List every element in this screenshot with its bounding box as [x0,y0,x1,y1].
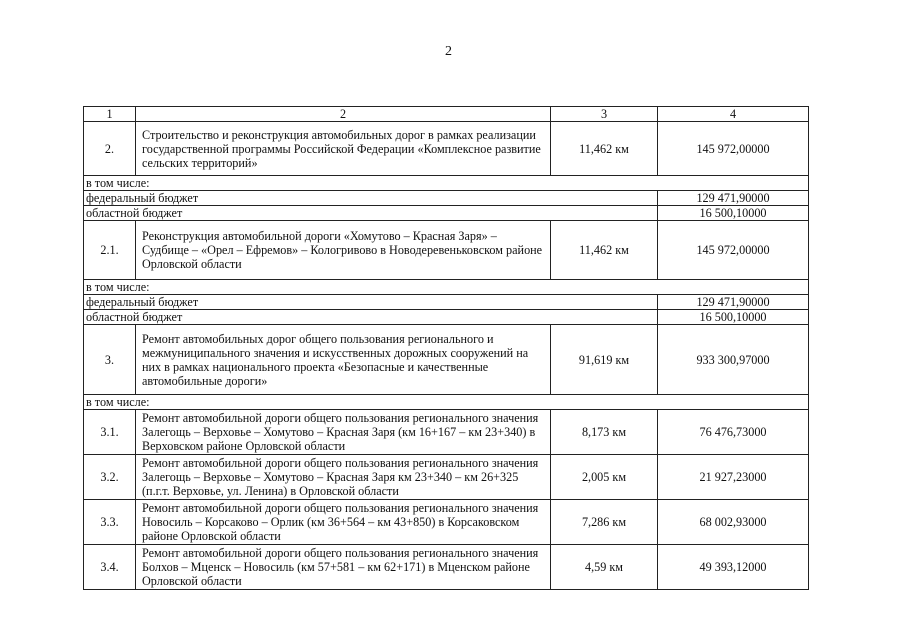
subtotal-header-row [84,176,809,191]
funding-row [84,295,809,310]
table-row [84,455,809,500]
funding-amount: 16 500,10000 [658,206,809,221]
funding-amount: 16 500,10000 [658,310,809,325]
row-description: Ремонт автомобильных дорог общего пользования регионального и межмуниципального значения и искусственных дорожных сооружений на них в рамках национального проекта «Безопасные и качественные автомобильные дороги» [136,325,551,395]
funding-row [84,310,809,325]
row-amount: 49 393,12000 [658,545,809,590]
column-header: 2 [136,107,551,122]
row-number: 2. [84,122,136,176]
column-header: 1 [84,107,136,122]
column-header: 4 [658,107,809,122]
row-number: 2.1. [84,221,136,280]
row-length: 11,462 км [551,122,658,176]
row-number: 3.1. [84,410,136,455]
row-description: Строительство и реконструкция автомобильных дорог в рамках реализации государственной программы Российской Федерации «Комплексное развитие сельских территорий» [136,122,551,176]
row-length: 7,286 км [551,500,658,545]
row-amount: 933 300,97000 [658,325,809,395]
row-description: Ремонт автомобильной дороги общего пользования регионального значения Болхов – Мценск – Новосиль (км 57+581 – км 62+171) в Мценском районе Орловской области [136,545,551,590]
row-amount: 21 927,23000 [658,455,809,500]
road-program-table [83,106,809,590]
column-header: 3 [551,107,658,122]
funding-label: областной бюджет [84,310,658,325]
row-description: Ремонт автомобильной дороги общего пользования регионального значения Залегощь – Верховье – Хомутово – Красная Заря км 23+340 – км 26+325 (п.г.т. Верховье, ул. Ленина) в Орловской области [136,455,551,500]
row-length: 4,59 км [551,545,658,590]
row-number: 3.2. [84,455,136,500]
row-length: 8,173 км [551,410,658,455]
row-number: 3.4. [84,545,136,590]
row-number: 3. [84,325,136,395]
row-amount: 145 972,00000 [658,122,809,176]
row-length: 11,462 км [551,221,658,280]
table-row [84,122,809,176]
row-length: 91,619 км [551,325,658,395]
row-length: 2,005 км [551,455,658,500]
table-row [84,545,809,590]
funding-label: федеральный бюджет [84,295,658,310]
page-number: 2 [445,44,452,59]
row-description: Ремонт автомобильной дороги общего пользования регионального значения Новосиль – Корсаково – Орлик (км 36+564 – км 43+850) в Корсаковском районе Орловской области [136,500,551,545]
table-row [84,410,809,455]
row-amount: 68 002,93000 [658,500,809,545]
funding-amount: 129 471,90000 [658,295,809,310]
subtotal-header-row [84,280,809,295]
row-amount: 145 972,00000 [658,221,809,280]
funding-row [84,206,809,221]
subtotal-header-row [84,395,809,410]
funding-label: федеральный бюджет [84,191,658,206]
funding-row [84,191,809,206]
row-amount: 76 476,73000 [658,410,809,455]
subtotal-label: в том числе: [84,280,809,295]
table-header-row [84,107,809,122]
row-description: Реконструкция автомобильной дороги «Хомутово – Красная Заря» – Судбище – «Орел – Ефремов» – Кологривово в Новодеревеньковском районе Орловской области [136,221,551,280]
row-description: Ремонт автомобильной дороги общего пользования регионального значения Залегощь – Верховье – Хомутово – Красная Заря (км 16+167 – км 23+340) в Верховском районе Орловской области [136,410,551,455]
table-row [84,325,809,395]
funding-label: областной бюджет [84,206,658,221]
row-number: 3.3. [84,500,136,545]
table-row [84,221,809,280]
subtotal-label: в том числе: [84,395,809,410]
table-row [84,500,809,545]
subtotal-label: в том числе: [84,176,809,191]
funding-amount: 129 471,90000 [658,191,809,206]
